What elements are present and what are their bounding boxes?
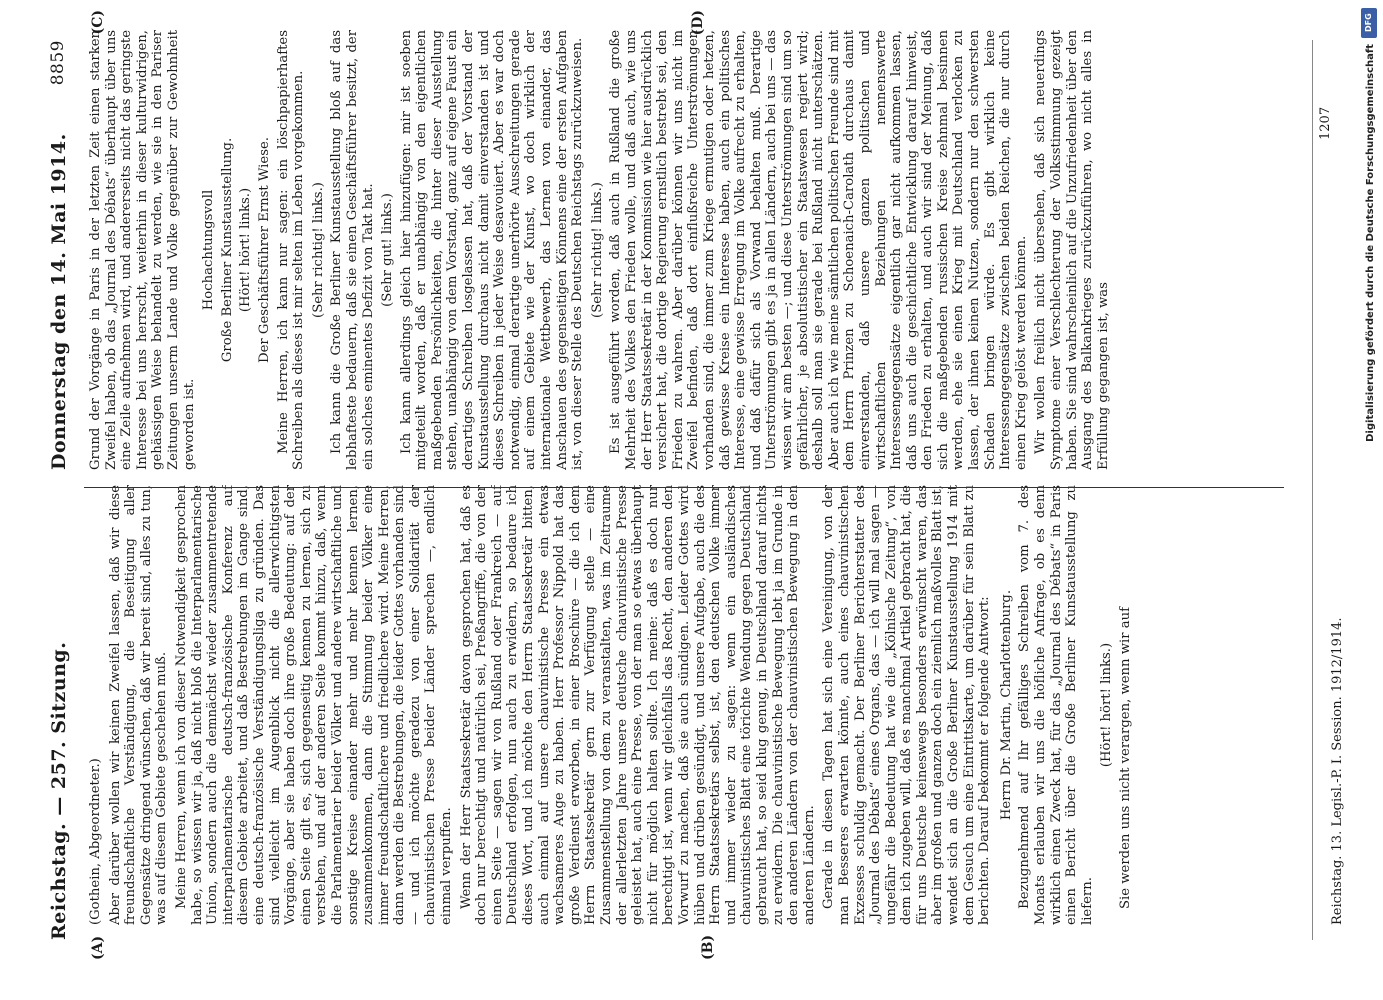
interjection: (Hört! hört! links.) bbox=[238, 187, 254, 313]
paragraph: Ich kann die Große Berliner Kunstausstellung bloß auf das lebhafteste bedauern, daß sie einen Geschäftsführer besitzt, der ein solches eminentes Defizit von Takt hat. bbox=[329, 30, 376, 470]
paragraph: Meine Herren, wenn ich von dieser Notwendigkeit gesprochen habe, so wissen wir ja, daß nicht bloß die Interparlamentarische Union, sondern auch die demnächst wieder zusammentretende interparlamentarische deutsch-französische Konferenz auf diesem Gebiete arbeitet, und daß Bestrebungen im Gange sind, eine deutsch-französische Verständigungsliga zu gründen. Das sind vielleicht im Augenblick nicht die allerwichtigsten Vorgänge, aber sie haben doch ihre große Bedeutung: auf der einen Seite gilt es, sich gegenseitig kennen zu lernen, sich zu verstehen, und auf der anderen Seite kommt hinzu, daß, wenn die Parlamentarier beider Völker und andere wirtschaftliche und sonstige Kreise einander mehr und mehr kennen lernen, zusammenkommen, dann die Stimmung beider Völker eine immer freundschaftlichere und friedlichere wird. Meine Herren, dann werden die Bestrebungen, die leider Gottes vorhanden sind — und ich möchte geradezu von einer Solidarität der chauvinistischen Presse beider Länder sprechen —, endlich einmal verpuffen. bbox=[173, 485, 455, 925]
paragraph: Aber darüber wollen wir keinen Zweifel lassen, daß wir diese freundschaftliche Verständigung, die Beseitigung aller Gegensätze dringend wünschen, daß wir bereit sind, alles zu tun, was auf diesem Gebiete geschehen muß. bbox=[107, 485, 170, 925]
paragraph: Wir wollen freilich nicht übersehen, daß sich neuerdings Symptome einer Verschlechterung der Volksstimmung gezeigt haben. Sie sind wahrscheinlich auf die Unzufriedenheit über den Ausgang des Balkankrieges zurückzuführen, wo nicht alles in Erfüllung gegangen ist, was bbox=[1033, 30, 1111, 470]
paragraph: Meine Herren, ich kann nur sagen: ein löschpapierhaftes Schreiben als dieses ist mir selten im Leben vorgekommen. bbox=[275, 30, 307, 470]
page-number: 8859 bbox=[48, 40, 68, 86]
footer-sheet-number: 1207 bbox=[1318, 106, 1333, 140]
paragraph: Gerade in diesen Tagen hat sich eine Vereinigung, von der man Besseres erwarten könnte, auch eines chauvinistischen Exzesses schuldig gemacht. Der Berliner Berichterstatter des „Journal des Débats“ eines Organs, das — ich will mal sagen — ungefähr die Bedeutung hat wie die „Kölnische Zeitung“, von dem ich zugeben will, daß es manchmal Artikel gebracht hat, die für uns Deutsche keineswegs besonders erwünscht waren, das aber im großen und ganzen doch ein ziemlich maßvolles Blatt ist, wendet sich an die Große Berliner Kunstausstellung 1914 mit dem Gesuch um eine Eintrittskarte, um darüber für sein Blatt zu berichten. Darauf bekommt er folgende Antwort: bbox=[821, 485, 993, 925]
interjection: (Sehr gut! links.) bbox=[380, 193, 396, 307]
paragraph: Es ist ausgeführt worden, daß auch in Rußland die große Mehrheit des Volkes den Frieden wolle, und daß auch, wie uns der Herr Staatssekretär in der Kommission wie hier ausdrücklich versichert hat, die dortige Regierung ernstlich bestrebt sei, den Frieden zu wahren. Aber darüber können wir uns nicht im Zweifel befinden, daß dort einflußreiche Unterströmungen vorhanden sind, die immer zum Kriege ermutigen oder hetzen, daß gewisse Kreise ein Interesse haben, auch ein politisches Interesse, eine gewisse Erregung im Volke aufrecht zu erhalten, und daß dafür sich als Vorwand behalten muß. Derartige Unterströmungen gibt es ja in allen Ländern, auch bei uns — das wissen wir am besten —; und diese Unterströmungen sind um so gefährlicher, je absolutistischer ein Staatswesen regiert wird; deshalb soll man sie gerade bei Rußland nicht unterschätzen. Aber auch ich wie meine sämtlichen politischen Freunde sind mit dem Herrn Prinzen zu Schoenaich-Carolath durchaus damit einverstanden, daß unsere ganzen politischen und wirtschaftlichen Beziehungen nennenswerte Interessengegensätze eigentlich gar nicht aufkommen lassen, daß uns auch die geschichtliche Entwicklung darauf hinweist, den Frieden zu erhalten, und auch wir sind der Meinung, daß sich die maßgebenden russischen Kreise zehnmal besinnen werden, ehe sie einen Krieg mit Deutschland verlocken zu lassen, der ihnen keinen Nutzen, sondern nur den schwersten Schaden bringen würde. Es gibt wirklich keine Interessengegensätze zwischen beiden Reichen, die nur durch einen Krieg gelöst werden können. bbox=[608, 30, 1029, 470]
footer-publication: Reichstag. 13. Legisl.-P. I. Session. 1912/1914. bbox=[1330, 617, 1345, 925]
speaker-note: (Gothein, Abgeordneter.) bbox=[88, 758, 103, 925]
interjection: (Sehr richtig! links.) bbox=[310, 182, 326, 318]
letter-addressee: Herrn Dr. Martin, Charlottenburg. bbox=[998, 589, 1014, 821]
header-date: Donnerstag den 14. Mai 1914. bbox=[48, 133, 70, 470]
paragraph: Grund der Vorgänge in Paris in der letzten Zeit einen starken Zweifel haben, ob das „Journal des Débats“ überhaupt über uns eine Zeile aufnehmen wird, und andererseits nicht das geringste Interesse bei uns herrscht, weiterhin in dieser kulturwidrigen, gehässigen Weise behandelt zu werden, wie sie in den Pariser Zeitungen unserm Lande und Volke gegenüber zur Gewohnheit geworden ist. bbox=[88, 30, 197, 470]
digitization-notice bbox=[1355, 0, 1383, 1000]
letter-salutation: Hochachtungsvoll bbox=[201, 189, 217, 311]
page-header bbox=[18, 40, 74, 940]
dfg-notice-text: Digitalisierung gefördert durch die Deutsche Forschungsgemeinschaft bbox=[1365, 44, 1376, 442]
column-divider bbox=[84, 487, 1284, 488]
letter-text: Bezugnehmend auf Ihr gefälliges Schreiben vom 7. des Monats erlauben wir uns die höfliche Anfrage, ob es denn wirklich einen Zweck hat, für das „Journal des Débats“ in Paris einen Bericht über die Große Berliner Kunstausstellung zu liefern. bbox=[1017, 485, 1095, 925]
margin-mark-a: (A) bbox=[90, 935, 106, 960]
interjection: (Sehr richtig! links.) bbox=[589, 182, 605, 318]
right-column bbox=[88, 30, 1278, 470]
letter-signatory: Der Geschäftsführer Ernst Wiese. bbox=[256, 137, 272, 363]
interjection: (Hört! hört! links.) bbox=[1099, 642, 1115, 768]
paragraph: Sie werden uns nicht verargen, wenn wir auf bbox=[1118, 607, 1133, 909]
margin-mark-c: (C) bbox=[90, 10, 106, 35]
header-session: Reichstag. — 257. Sitzung. bbox=[48, 641, 70, 940]
paragraph: Ich kann allerdings gleich hier hinzufügen: mir ist soeben mitgeteilt worden, daß er unabhängig von den eigentlichen maßgebenden Persönlichkeiten, die hinter dieser Ausstellung stehen, unabhängig von dem Vorstand, ganz auf eigene Faust ein derartiges Schreiben losgelassen hat, daß der Vorstand der Kunstausstellung durchaus nicht damit einverstanden ist und dieses Schreiben in jeder Weise desavouiert. Aber es war doch notwendig, einmal derartige unerhörte Ausschreitungen gerade auf einem Gebiete wie der Kunst, wo doch wirklich der internationale Wettbewerb, das Lernen von einander, das Anschauen des gegenseitigen Könnens eine der ersten Aufgaben ist, von dieser Stelle des Deutschen Reichstags zurückzuweisen. bbox=[398, 30, 586, 470]
paragraph: Wenn der Herr Staatssekretär davon gesprochen hat, daß es doch nur berechtigt und natürlich sei, Preßangriffe, die von der einen Seite — sagen wir von Rußland oder Frankreich — auf Deutschland erfolgen, nun auch zu erwidern, so bedaure ich dieses Wort, und ich möchte den Herrn Staatssekretär bitten, auch einmal auf unsere chauvinistische Presse ein etwas wachsameres Auge zu haben. Herr Professor Nippold hat das große Verdienst erworben, in einer Broschüre — die ich dem Herrn Staatssekretär gern zur Verfügung stelle — eine Zusammenstellung von dem zu veranstalten, was im Zeitraume der allerletzten Jahre unsere deutsche chauvinistische Presse geleistet hat, auch eine Presse, von der man so etwas überhaupt nicht für möglich halten sollte. Ich meine: daß es doch nur berechtigt ist, wenn wir gleichfalls das Recht, den anderen den Vorwurf zu machen, daß sie auch sündigen. Leider Gottes wird hüben und drüben gesündigt, und unsere Aufgabe, auch die des Herrn Staatssekretärs selbst, ist, den deutschen Volke immer und immer wieder zu sagen: wenn ein ausländisches chauvinistisches Blatt eine törichte Wendung gegen Deutschland gebraucht hat, so seid klug genug, in Deutschland darauf nichts zu erwidern. Die chauvinistische Bewegung lebt ja im Grunde in den anderen Ländern von der chauvinistischen Bewegung in den anderen Ländern. bbox=[458, 485, 817, 925]
left-column bbox=[88, 485, 1313, 925]
letter-organization: Große Berliner Kunstausstellung. bbox=[219, 137, 235, 363]
footer-rule bbox=[1312, 40, 1313, 940]
dfg-logo-icon: DFG bbox=[1361, 8, 1377, 38]
margin-mark-b: (B) bbox=[700, 934, 716, 960]
margin-mark-d: (D) bbox=[690, 10, 706, 36]
